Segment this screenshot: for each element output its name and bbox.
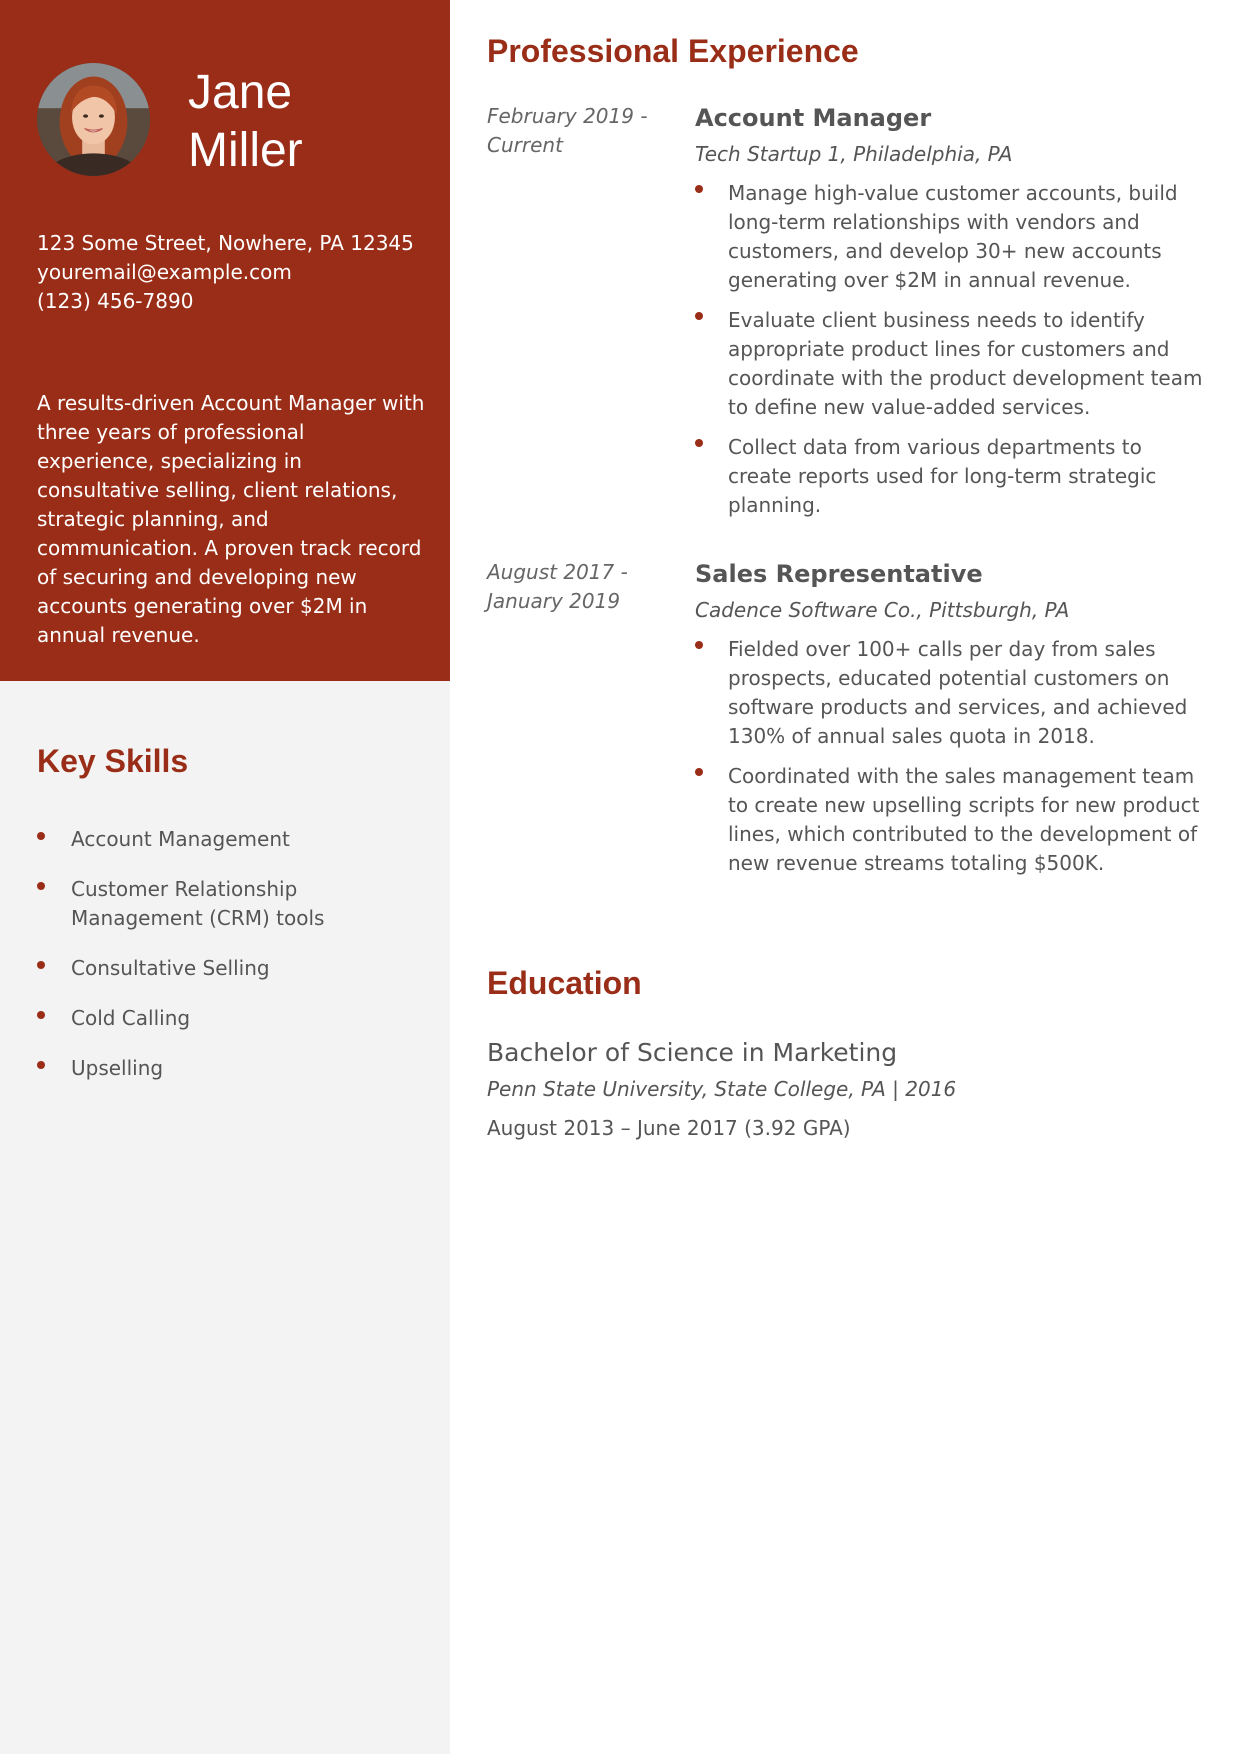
bullet-icon <box>37 882 45 890</box>
skill-item: Cold Calling <box>37 1004 417 1033</box>
skill-item: Upselling <box>37 1054 417 1083</box>
job-bullet: Collect data from various departments to create reports used for long-term strategic planning. <box>695 433 1207 520</box>
job-bullets <box>695 635 1207 878</box>
job-company: Cadence Software Co., Pittsburgh, PA <box>695 598 1070 622</box>
job-dates: August 2017 - January 2019 <box>487 560 628 613</box>
profile-header <box>0 0 450 681</box>
job-title: Sales Representative <box>695 560 983 588</box>
first-name: Jane <box>188 66 293 119</box>
job-dates: February 2019 - Current <box>487 104 648 157</box>
bullet-icon <box>695 641 703 649</box>
contact-info <box>37 229 414 316</box>
bullet-icon <box>695 768 703 776</box>
bullet-icon <box>695 312 703 320</box>
job-bullets <box>695 179 1207 520</box>
bullet-icon <box>37 1061 45 1069</box>
bullet-icon <box>37 961 45 969</box>
experience-heading: Professional Experience <box>487 33 859 69</box>
education-heading: Education <box>487 965 642 1001</box>
school: Penn State University, State College, PA | 2016 <box>487 1077 957 1101</box>
skills-heading: Key Skills <box>37 743 189 779</box>
education-dates: August 2013 – June 2017 (3.92 GPA) <box>487 1116 851 1140</box>
bullet-icon <box>37 832 45 840</box>
job-title: Account Manager <box>695 104 932 132</box>
skills-list <box>37 825 417 1104</box>
job-bullet: Manage high-value customer accounts, build long-term relationships with vendors and customers, and develop 30+ new accounts generating over $2M in annual revenue. <box>695 179 1207 295</box>
education-entry <box>487 1036 1207 1143</box>
degree: Bachelor of Science in Marketing <box>487 1038 898 1067</box>
job-body <box>695 102 1207 531</box>
summary: A results-driven Account Manager with three years of professional experience, specializing in consultative selling, client relations, strategic planning, and communication. A proven track record of securing and developing new accounts generating over $2M in annual revenue. <box>37 391 425 647</box>
skill-item: Account Management <box>37 825 417 854</box>
skill-item: Consultative Selling <box>37 954 417 983</box>
bullet-icon <box>695 185 703 193</box>
email: youremail@example.com <box>37 260 292 284</box>
job-bullet: Evaluate client business needs to identify appropriate product lines for customers and coordinate with the product development team to define new value-added services. <box>695 306 1207 422</box>
job-bullet: Coordinated with the sales management team to create new upselling scripts for new product lines, which contributed to the development of new revenue streams totaling $500K. <box>695 762 1207 878</box>
job-bullet: Fielded over 100+ calls per day from sales prospects, educated potential customers on software products and services, and achieved 130% of annual sales quota in 2018. <box>695 635 1207 751</box>
job-company: Tech Startup 1, Philadelphia, PA <box>695 142 1013 166</box>
skill-item: Customer Relationship Management (CRM) tools <box>37 875 417 933</box>
avatar-photo <box>37 63 150 176</box>
phone: (123) 456-7890 <box>37 289 194 313</box>
bullet-icon <box>37 1011 45 1019</box>
last-name: Miller <box>188 124 303 177</box>
job-body <box>695 558 1207 889</box>
avatar <box>37 63 150 176</box>
address: 123 Some Street, Nowhere, PA 12345 <box>37 231 414 255</box>
bullet-icon <box>695 439 703 447</box>
sidebar <box>0 0 450 1754</box>
full-name <box>188 64 303 180</box>
